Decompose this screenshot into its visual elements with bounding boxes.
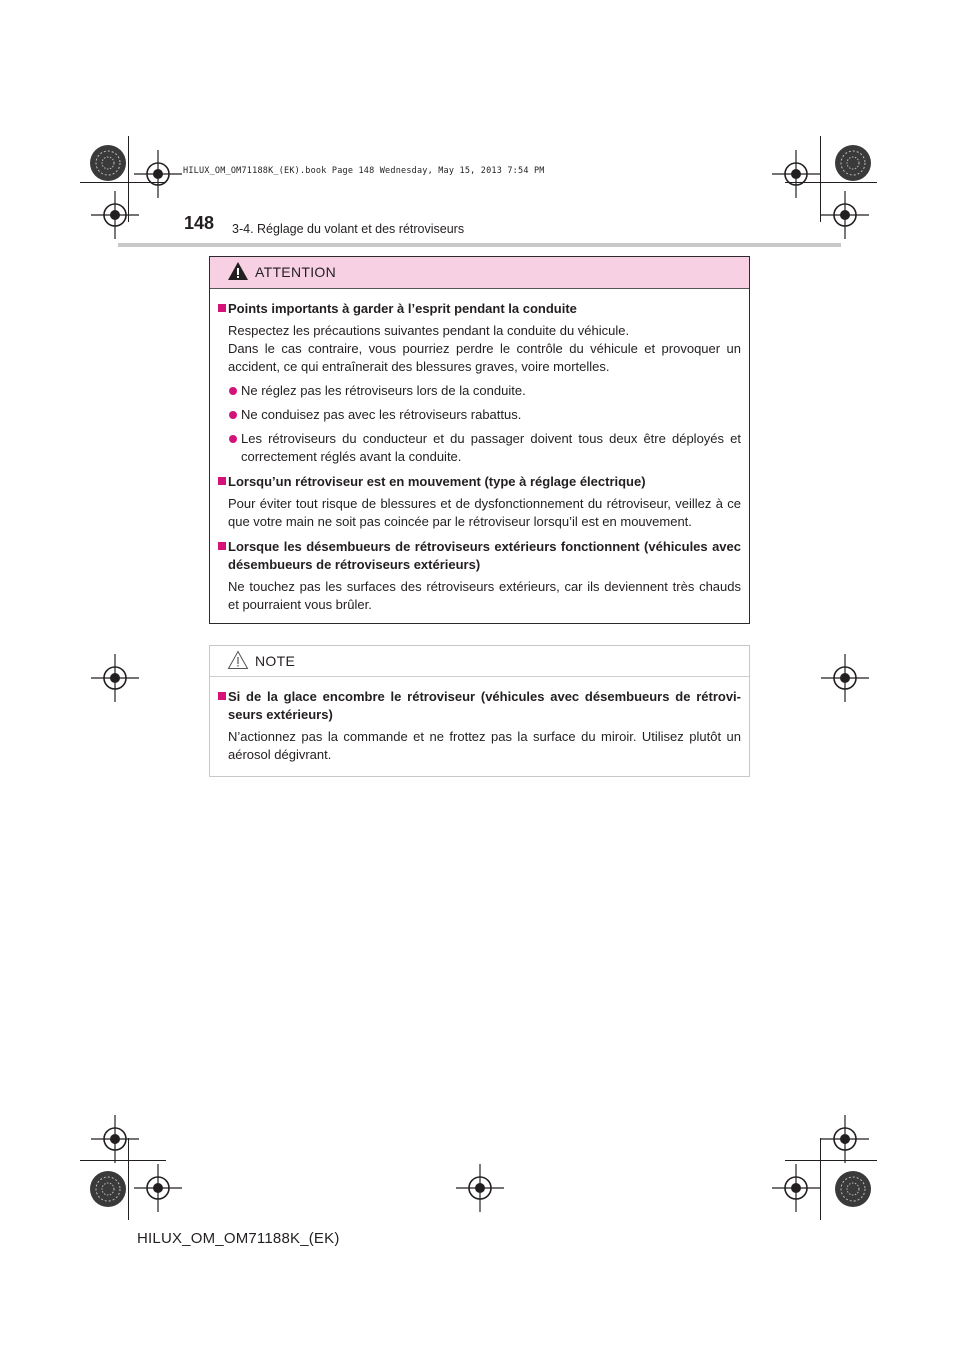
attention-box xyxy=(209,256,750,624)
registration-mark-icon xyxy=(134,1164,182,1212)
section-heading: Points importants à garder à l’esprit pendant la conduite xyxy=(228,301,577,316)
registration-mark-icon xyxy=(821,1115,869,1163)
section-body: Pour éviter tout risque de blessures et de dysfonctionnement du rétroviseur, veillez à ce que votre main ne soit pas coincée par le rétroviseur lorsqu’il est en mouvement. xyxy=(228,496,741,529)
attention-title: ATTENTION xyxy=(255,264,336,280)
round-bullet-icon xyxy=(229,411,237,419)
registration-mark-icon xyxy=(91,191,139,239)
section-heading: Lorsque les désembueurs de rétroviseurs extérieurs fonctionnent (véhicules avec désembueurs de rétroviseurs extérieurs) xyxy=(228,539,741,572)
registration-mark-icon xyxy=(91,654,139,702)
note-section xyxy=(218,688,741,764)
round-bullet-icon xyxy=(229,435,237,443)
list-item: Ne réglez pas les rétroviseurs lors de la conduite. xyxy=(228,382,741,400)
registration-mark-icon xyxy=(134,150,182,198)
list-item: Ne conduisez pas avec les rétroviseurs rabattus. xyxy=(228,406,741,424)
registration-mark-icon xyxy=(456,1164,504,1212)
round-bullet-icon xyxy=(229,387,237,395)
corner-rosette-icon xyxy=(89,144,127,182)
square-bullet-icon xyxy=(218,304,226,312)
section-body: Respectez les précautions suivantes pendant la conduite du véhicule. Dans le cas contraire, vous pourriez perdre le contrôle du véhicule et provoquer un accident, ce qui entraînerait des blessures graves, voire mortelles. xyxy=(228,323,741,374)
square-bullet-icon xyxy=(218,477,226,485)
note-header xyxy=(210,646,749,677)
section-title: 3-4. Réglage du volant et des rétroviseurs xyxy=(232,222,465,236)
corner-rosette-icon xyxy=(834,144,872,182)
corner-rosette-icon xyxy=(834,1170,872,1208)
page-number: 148 xyxy=(184,213,215,233)
corner-rosette-icon xyxy=(89,1170,127,1208)
registration-mark-icon xyxy=(772,1164,820,1212)
footer-code: HILUX_OM_OM71188K_(EK) xyxy=(137,1230,340,1247)
square-bullet-icon xyxy=(218,542,226,550)
header-rule xyxy=(118,243,841,247)
list-item: Les rétroviseurs du conducteur et du passager doivent tous deux être déployés et correctement réglés avant la conduite. xyxy=(228,430,741,466)
attention-header xyxy=(210,257,749,289)
registration-mark-icon xyxy=(772,150,820,198)
warning-triangle-outline-icon xyxy=(227,650,249,670)
section-heading: Lorsqu’un rétroviseur est en mouvement (type à réglage électrique) xyxy=(228,474,646,489)
square-bullet-icon xyxy=(218,692,226,700)
book-info: HILUX_OM_OM71188K_(EK).book Page 148 Wednesday, May 15, 2013 7:54 PM xyxy=(183,166,545,176)
section-body: N’actionnez pas la commande et ne frottez pas la surface du miroir. Utilisez plutôt un aérosol dégivrant. xyxy=(228,729,741,762)
registration-mark-icon xyxy=(91,1115,139,1163)
attention-section xyxy=(218,538,741,614)
attention-section xyxy=(218,473,741,531)
section-body: Ne touchez pas les surfaces des rétroviseurs extérieurs, car ils deviennent très chauds et pourraient vous brûler. xyxy=(228,579,741,612)
note-title: NOTE xyxy=(255,653,296,669)
attention-section xyxy=(218,300,741,466)
section-heading: Si de la glace encombre le rétroviseur (véhicules avec désembueurs de rétrovi-seurs extérieurs) xyxy=(228,689,741,722)
note-box xyxy=(209,645,750,777)
registration-mark-icon xyxy=(821,654,869,702)
registration-mark-icon xyxy=(821,191,869,239)
warning-triangle-filled-icon xyxy=(227,261,249,281)
